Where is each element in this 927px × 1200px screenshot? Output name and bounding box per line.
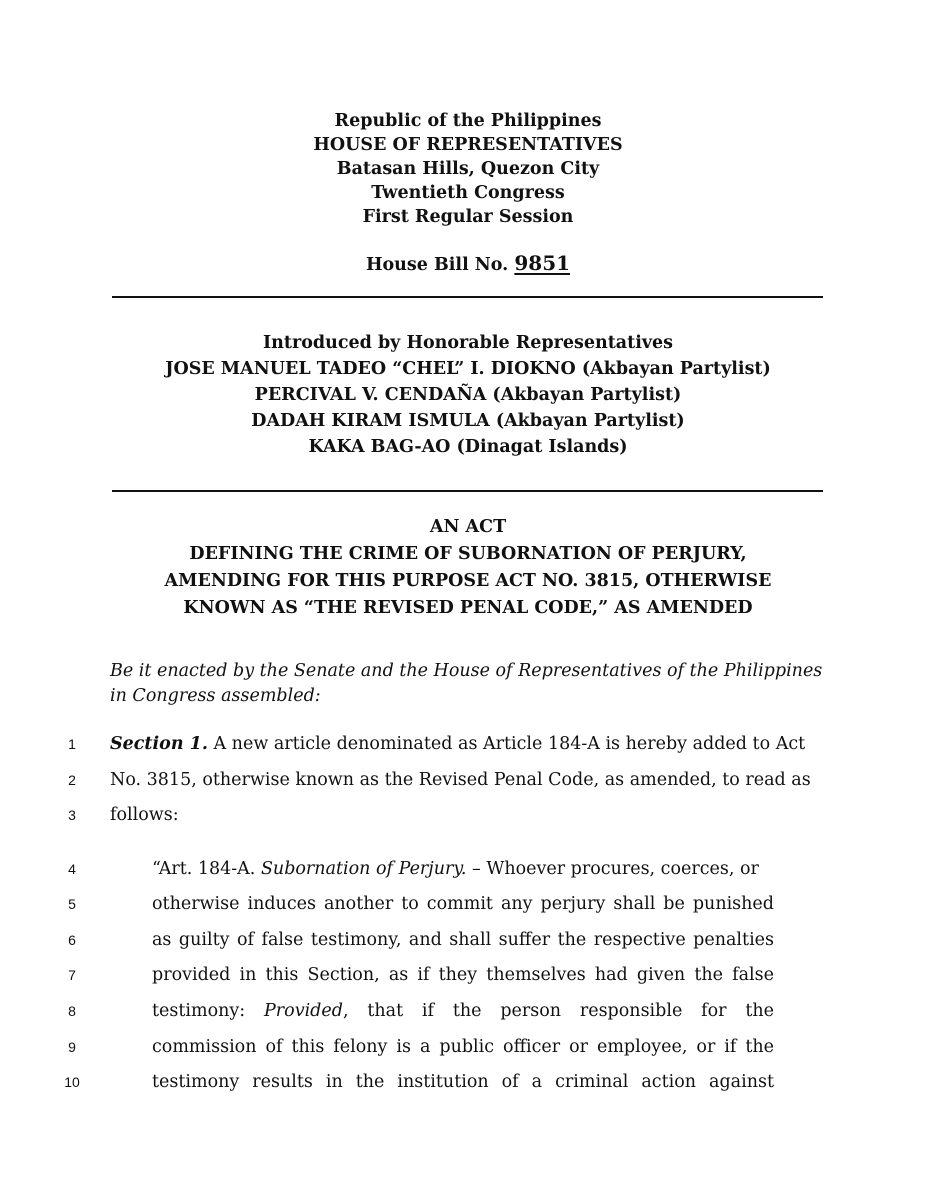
article-line-9: commission of this felony is a public officer or employee, or if the xyxy=(152,1037,774,1057)
bill-number-line xyxy=(0,250,927,278)
line-number: 1 xyxy=(68,736,76,752)
article-line-4 xyxy=(152,858,774,880)
line-number: 4 xyxy=(68,861,76,877)
article-text: testimony: xyxy=(152,1001,265,1021)
author-line: KAKA BAG-AO (Dinagat Islands) xyxy=(308,437,628,457)
line-number: 2 xyxy=(68,772,76,788)
bill-number: 9851 xyxy=(514,251,571,275)
act-title xyxy=(0,514,927,622)
enacting-clause xyxy=(110,659,825,709)
article-text: , that if the person responsible for the xyxy=(342,1001,774,1021)
article-line-6: as guilty of false testimony, and shall suffer the respective penalties xyxy=(152,930,774,950)
article-line-10: testimony results in the institution of a criminal action against xyxy=(152,1072,774,1092)
article-heading: Subornation of Perjury. xyxy=(260,859,467,879)
line-number: 6 xyxy=(68,932,76,948)
article-line-8 xyxy=(152,1000,774,1022)
introduced-heading: Introduced by Honorable Representatives xyxy=(262,333,674,353)
article-line-5: otherwise induces another to commit any perjury shall be punished xyxy=(152,894,774,914)
section-1-line-3: follows: xyxy=(110,805,179,825)
article-number: “Art. 184-A. xyxy=(152,859,261,879)
proviso-word: Provided xyxy=(264,1001,343,1021)
article-text: – Whoever procures, coerces, or xyxy=(466,859,759,879)
bill-number-label: House Bill No. xyxy=(365,255,509,275)
header-line-congress: Twentieth Congress xyxy=(371,183,565,203)
act-title-line: DEFINING THE CRIME OF SUBORNATION OF PERJURY, xyxy=(189,544,747,564)
header-line-location: Batasan Hills, Quezon City xyxy=(336,159,600,179)
document-header xyxy=(0,109,927,229)
act-title-line: AMENDING FOR THIS PURPOSE ACT NO. 3815, OTHERWISE xyxy=(164,571,772,591)
line-number: 9 xyxy=(68,1039,76,1055)
author-line: DADAH KIRAM ISMULA (Akbayan Partylist) xyxy=(251,411,685,431)
line-number: 5 xyxy=(68,896,76,912)
line-number: 8 xyxy=(68,1003,76,1019)
header-line-republic: Republic of the Philippines xyxy=(334,111,602,131)
section-1-line-1 xyxy=(110,733,822,755)
header-line-session: First Regular Session xyxy=(362,207,574,227)
line-number: 3 xyxy=(68,807,76,823)
introduced-by-block xyxy=(0,330,927,460)
header-line-house: HOUSE OF REPRESENTATIVES xyxy=(313,135,623,155)
author-line: PERCIVAL V. CENDAÑA (Akbayan Partylist) xyxy=(254,385,682,405)
enacting-clause-line: Be it enacted by the Senate and the House of Representatives of the Philippines xyxy=(110,661,823,681)
section-1-line-2: No. 3815, otherwise known as the Revised Penal Code, as amended, to read as xyxy=(110,770,811,790)
divider-bottom xyxy=(112,490,823,492)
article-line-7: provided in this Section, as if they themselves had given the false xyxy=(152,965,774,985)
author-line: JOSE MANUEL TADEO “CHEL” I. DIOKNO (Akbayan Partylist) xyxy=(165,359,771,379)
section-1-label: Section 1. xyxy=(110,734,208,754)
enacting-clause-line: in Congress assembled: xyxy=(110,686,321,706)
act-title-line: KNOWN AS “THE REVISED PENAL CODE,” AS AMENDED xyxy=(183,598,753,618)
section-1-text: A new article denominated as Article 184-A is hereby added to Act xyxy=(207,734,806,754)
line-number: 7 xyxy=(68,967,76,983)
line-number: 10 xyxy=(64,1074,80,1090)
act-title-line: AN ACT xyxy=(429,517,507,537)
divider-top xyxy=(112,296,823,298)
